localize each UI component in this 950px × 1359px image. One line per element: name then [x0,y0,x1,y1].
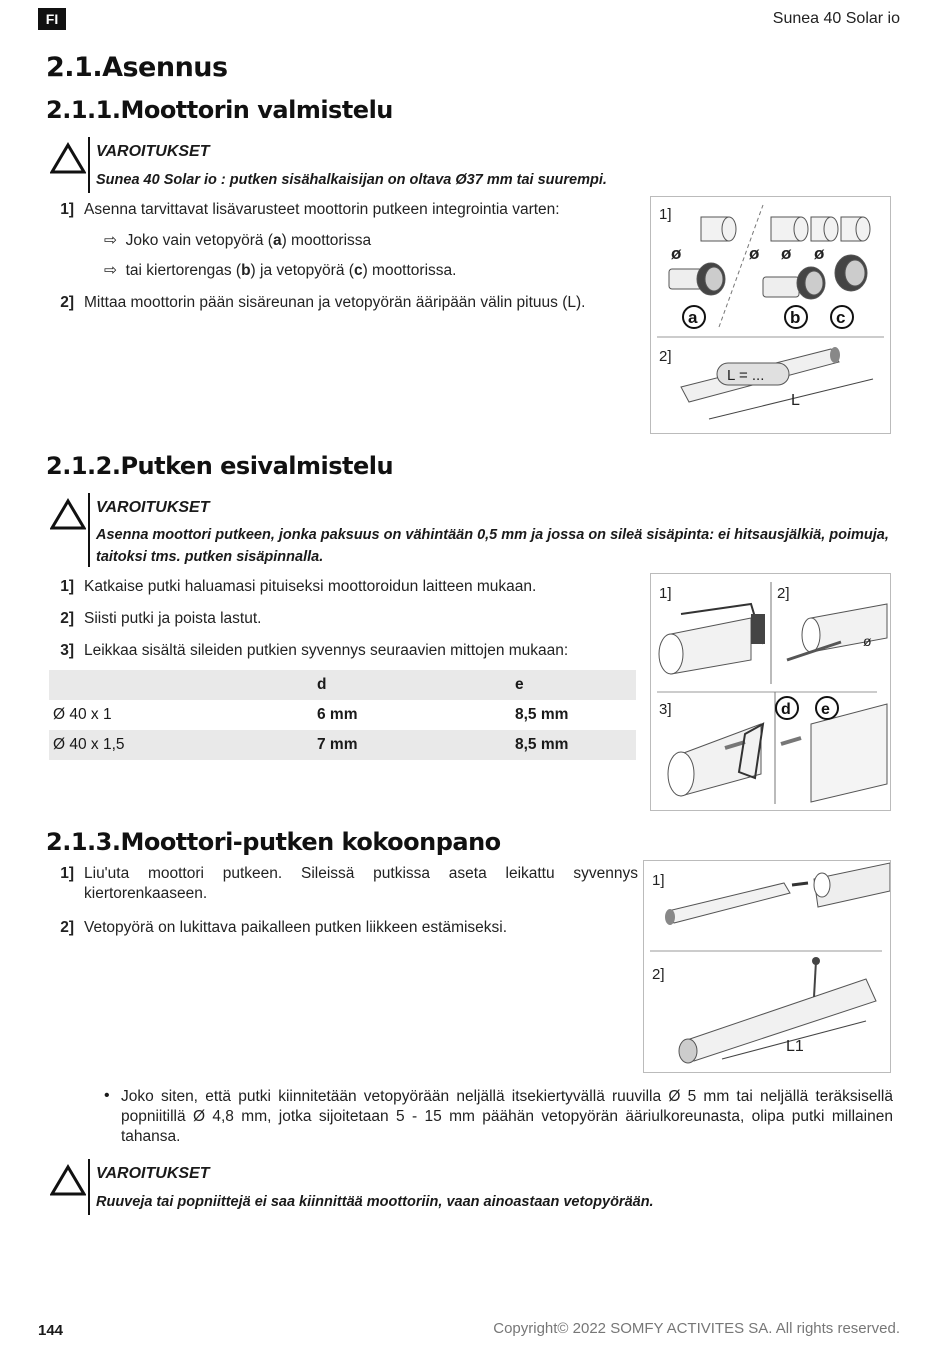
callout-e: e [821,701,830,718]
step-text: Mittaa moottorin pään sisäreunan ja vetopyörän ääripään välin pituus (L). [84,294,586,311]
length-symbol: L [791,392,800,409]
step-number: 1] [60,201,74,218]
step-item [48,918,638,940]
warning-text: Sunea 40 Solar io : putken sisähalkaisijan on oltava Ø37 mm tai suurempi. [96,172,607,188]
callout-c: c [836,308,846,327]
step-number: 1] [60,865,74,882]
figure-label: 2] [652,966,665,983]
figure-motor-accessories [650,196,891,434]
warning-bar [88,137,90,193]
warning-text: Ruuveja tai popniittejä ei saa kiinnittää moottoriin, vaan ainoastaan vetopyörään. [96,1194,654,1210]
sub-step-text: ) ja vetopyörä ( [250,262,354,279]
sub-step-ref: c [353,262,363,279]
callout-b: b [790,308,801,327]
table-cell: 7 mm [317,736,358,753]
step-text: Asenna tarvittavat lisävarusteet moottorin putkeen integrointia varten: [84,201,560,218]
language-badge: FI [38,8,66,30]
arrow-icon: ⇨ [104,232,117,249]
figure-tube-cutting [650,573,891,811]
bullet-icon: • [104,1087,110,1104]
figure-label: 3] [659,701,672,718]
sub-step-item [104,261,456,281]
subsection-title-assembly: 2.1.3.Moottori-putken kokoonpano [46,828,501,856]
diameter-symbol: ø [781,244,792,263]
diameter-symbol: ø [863,633,872,649]
step-item [48,641,638,663]
section-title: 2.1.Asennus [46,52,228,83]
warning-title: VAROITUKSET [96,499,210,516]
step-item [48,293,638,315]
length-symbol: L1 [786,1038,804,1055]
step-number: 2] [60,610,74,627]
warning-icon [50,142,86,174]
step-item [48,609,638,631]
subsection-title-tube-prep: 2.1.2.Putken esivalmistelu [46,452,394,480]
sub-step-text: Joko vain vetopyörä ( [125,232,273,249]
figure-label: 2] [659,348,672,365]
table-header-row [49,670,636,700]
step-number: 3] [60,642,74,659]
warning-icon [50,498,86,530]
step-number: 1] [60,578,74,595]
subsection-title-motor-prep: 2.1.1.Moottorin valmistelu [46,96,393,124]
diameter-symbol: ø [814,244,825,263]
figure-motor-tube-assembly [643,860,891,1073]
warning-bar [88,493,90,567]
table-cell: 8,5 mm [515,736,569,753]
table-row [49,730,636,760]
warning-bar [88,1159,90,1215]
warning-title: VAROITUKSET [96,143,210,160]
warning-title: VAROITUKSET [96,1165,210,1182]
callout-a: a [688,308,698,327]
step-text: Leikkaa sisältä sileiden putkien syvennys seuraavien mittojen mukaan: [84,642,569,659]
page-number: 144 [38,1322,64,1339]
step-text: Katkaise putki haluamasi pituiseksi moottoroidun laitteen mukaan. [84,578,537,595]
step-text: Siisti putki ja poista lastut. [84,610,262,627]
bullet-text: Joko siten, että putki kiinnitetään vetopyörään neljällä itsekiertyvällä ruuvilla Ø 5 mm tai neljällä teräksisellä popniitillä Ø 4,8 mm, jotka sijoitetaan 5 - 15 mm päähän vetopyörän ääriulkoreunasta, olipa putki millainen tahansa. [121,1088,893,1145]
dimensions-table [49,670,636,760]
sub-step-ref: b [241,262,251,279]
sub-step-text: tai kiertorengas ( [125,262,242,279]
table-cell: Ø 40 x 1 [53,706,112,723]
table-header [49,670,313,700]
step-item [48,577,638,599]
warning-text: Asenna moottori putkeen, jonka paksuus on vähintään 0,5 mm ja jossa on sileä sisäpinta: ei hitsausjälkiä, poimuja, taitoksi tms. putken sisäpinnalla. [96,527,889,565]
warning-icon [50,1164,86,1196]
step-number: 2] [60,294,74,311]
sub-step-text: ) moottorissa. [362,262,457,279]
figure-label: 2] [777,585,790,602]
sub-step-item [104,231,371,251]
table-header: e [515,676,524,693]
document-title: Sunea 40 Solar io [772,10,900,27]
table-cell: 8,5 mm [515,706,569,723]
diameter-symbol: ø [749,244,760,263]
arrow-icon: ⇨ [104,262,117,279]
copyright-text: Copyright© 2022 SOMFY ACTIVITES SA. All rights reserved. [493,1320,900,1337]
step-number: 2] [60,919,74,936]
figure-label: 1] [659,585,672,602]
step-text: Vetopyörä on lukittava paikalleen putken liikkeen estämiseksi. [84,919,508,936]
step-item [48,864,638,908]
table-header: d [317,676,327,693]
table-cell: Ø 40 x 1,5 [53,736,125,753]
sub-step-ref: a [272,232,282,249]
callout-d: d [781,701,791,718]
figure-label: 1] [652,872,665,889]
length-label: L = ... [727,367,765,384]
figure-label: 1] [659,206,672,223]
table-cell: 6 mm [317,706,358,723]
diameter-symbol: ø [671,244,682,263]
table-row [49,700,636,730]
sub-step-text: ) moottorissa [281,232,372,249]
step-text: Liu'uta moottori putkeen. Sileissä putkissa aseta leikattu syvennys kiertorenkaaseen. [84,865,638,902]
step-item [48,200,638,222]
